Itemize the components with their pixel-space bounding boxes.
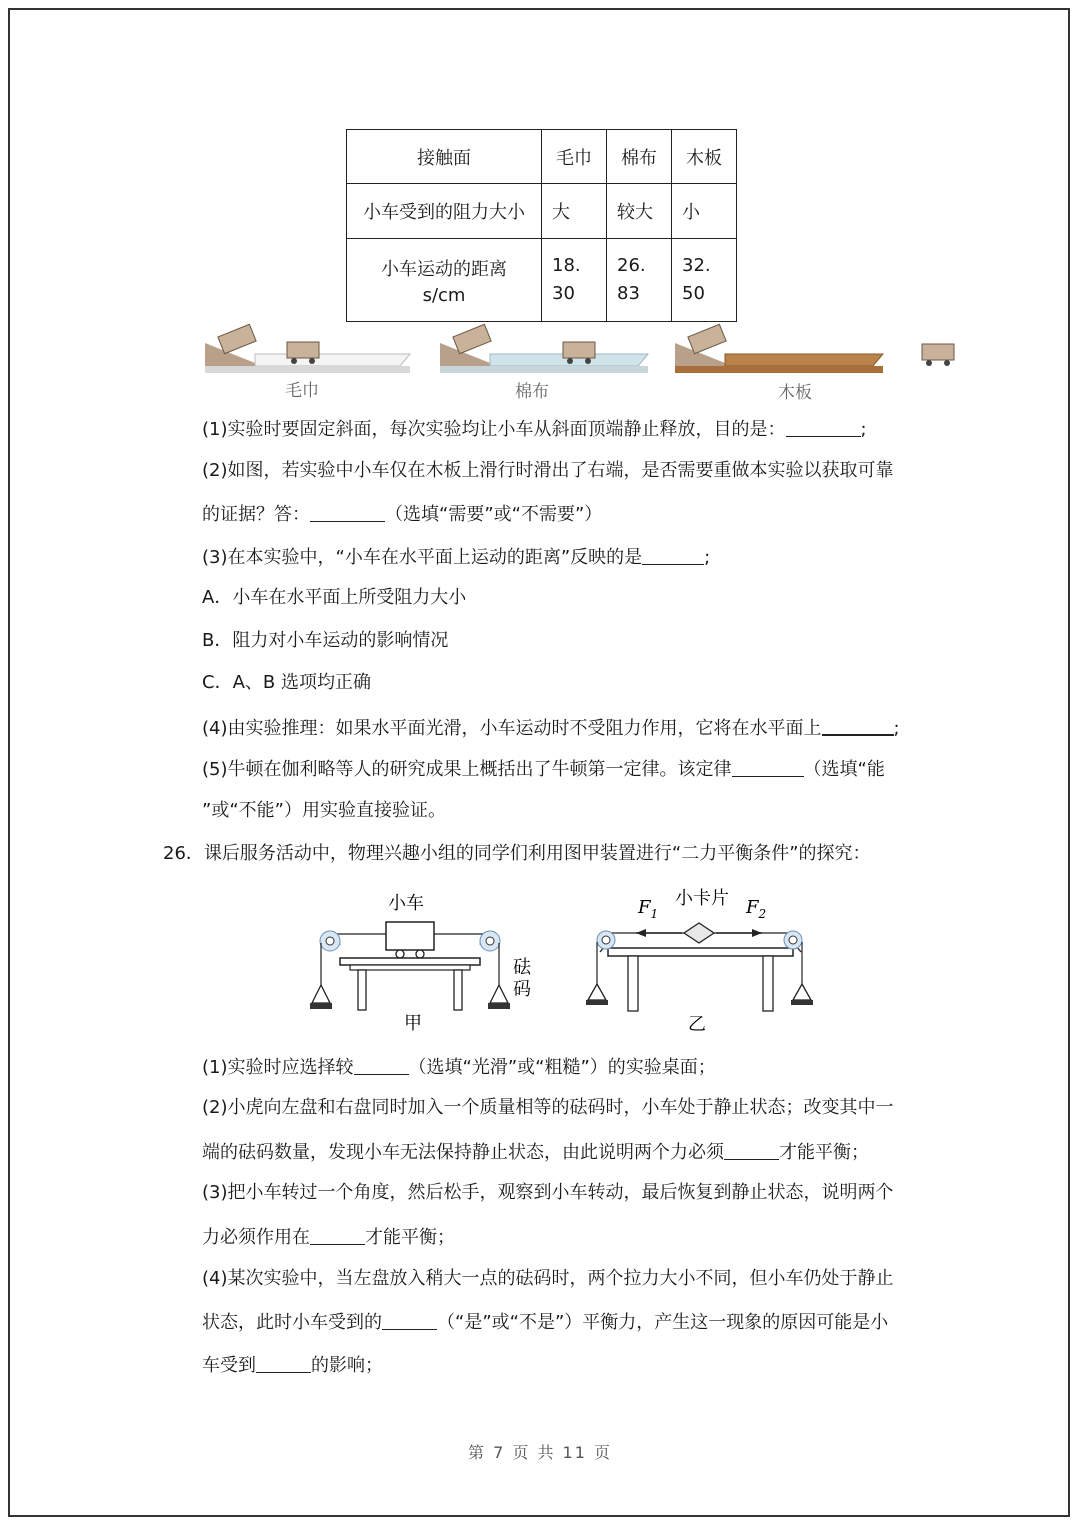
table-cell (607, 239, 672, 322)
table-cell: 大 (542, 184, 607, 239)
page-footer: 第 7 页 共 11 页 (468, 1443, 612, 1462)
towel-ramp (205, 324, 410, 373)
distance-value: 26.83 (617, 255, 646, 304)
table-cell: 棉布 (607, 130, 672, 184)
distance-label: 小车运动的距离 (381, 258, 507, 280)
table-row (347, 184, 737, 239)
q26-stem: 26．课后服务活动中，物理兴趣小组的同学们利用图甲装置进行“二力平衡条件”的探究： (163, 843, 871, 864)
answer-blank[interactable] (642, 544, 704, 565)
f2-label: $F_2$ (746, 897, 767, 921)
friction-data-table (346, 129, 737, 322)
caption-jia: 甲 (404, 1013, 422, 1034)
table-cell (347, 239, 542, 322)
figure-jia (300, 885, 540, 1035)
q25-part2-line2: 的证据？答： （选填“需要”或“不需要”） (202, 501, 602, 527)
table-cell: 毛巾 (542, 130, 607, 184)
answer-blank[interactable] (310, 1224, 365, 1245)
weight-label (513, 957, 532, 1000)
ramp-experiment-figure (195, 318, 970, 408)
table-cell: 小车受到的阻力大小 (347, 184, 542, 239)
q25-part5-line1: (5)牛顿在伽利略等人的研究成果上概括出了牛顿第一定律。该定律 （选填“能 (202, 756, 885, 782)
answer-blank[interactable] (256, 1352, 311, 1373)
answer-blank[interactable] (822, 714, 894, 736)
q26-part2-line2: 端的砝码数量，发现小车无法保持静止状态，由此说明两个力必须 才能平衡； (202, 1139, 869, 1165)
surface-label-wood: 木板 (778, 383, 812, 403)
table-cell: 较大 (607, 184, 672, 239)
q26-part4-line2: 状态，此时小车受到的 （“是”或“不是”）平衡力，产生这一现象的原因可能是小 (202, 1309, 888, 1335)
weight-label-char: 砝 (513, 957, 531, 978)
surface-label-towel: 毛巾 (285, 381, 319, 401)
q25-part3: (3)在本实验中，“小车在水平面上运动的距离”反映的是 ; (202, 544, 710, 570)
f1-label: $F_1$ (638, 897, 659, 921)
q26-part2-line1: (2)小虎向左盘和右盘同时加入一个质量相等的砝码时，小车处于静止状态；改变其中一 (202, 1097, 894, 1118)
figure-yi (578, 880, 823, 1040)
card (684, 923, 714, 943)
distance-unit: s/cm (422, 284, 466, 306)
q26-part3-line2: 力必须作用在 才能平衡； (202, 1224, 455, 1250)
answer-blank[interactable] (786, 416, 861, 437)
q26-part4-line1: (4)某次实验中，当左盘放入稍大一点的砝码时，两个拉力大小不同，但小车仍处于静止 (202, 1268, 894, 1289)
q26-part4-line3: 车受到 的影响； (202, 1352, 383, 1378)
caption-yi: 乙 (688, 1014, 706, 1035)
q25-part1: (1)实验时要固定斜面，每次实验均让小车从斜面顶端静止释放，目的是： ; (202, 416, 867, 442)
answer-blank[interactable] (310, 501, 385, 522)
answer-blank[interactable] (724, 1139, 779, 1160)
q26-part1: (1)实验时应选择较 （选填“光滑”或“粗糙”）的实验桌面； (202, 1054, 716, 1080)
q25-part4: (4)由实验推理：如果水平面光滑，小车运动时不受阻力作用，它将在水平面上 ; (202, 714, 900, 741)
weight-label-char: 码 (513, 979, 531, 1000)
cart (386, 922, 434, 950)
wood-ramp (675, 324, 954, 373)
cotton-ramp (440, 324, 648, 373)
table-row (347, 239, 737, 322)
q25-option-b: B．阻力对小车运动的影响情况 (202, 630, 449, 651)
table-cell (542, 239, 607, 322)
surface-label-cotton: 棉布 (515, 382, 549, 402)
table-cell (672, 239, 737, 322)
card-label: 小卡片 (675, 888, 729, 909)
distance-value: 18.30 (552, 255, 581, 304)
cart-label: 小车 (388, 893, 424, 914)
distance-value: 32.50 (682, 255, 711, 304)
table-cell: 接触面 (347, 130, 542, 184)
answer-blank[interactable] (382, 1309, 437, 1330)
q25-part5-line2: ”或“不能”）用实验直接验证。 (202, 800, 446, 821)
answer-blank[interactable] (354, 1054, 409, 1075)
table-row (347, 130, 737, 184)
q25-part2-line1: (2)如图，若实验中小车仅在木板上滑行时滑出了右端，是否需要重做本实验以获取可靠 (202, 460, 894, 481)
q25-option-c: C．A、B 选项均正确 (202, 672, 371, 693)
table-cell: 木板 (672, 130, 737, 184)
table-cell: 小 (672, 184, 737, 239)
answer-blank[interactable] (732, 756, 804, 777)
q25-option-a: A．小车在水平面上所受阻力大小 (202, 587, 467, 608)
q26-part3-line1: (3)把小车转过一个角度，然后松手，观察到小车转动，最后恢复到静止状态，说明两个 (202, 1182, 894, 1203)
